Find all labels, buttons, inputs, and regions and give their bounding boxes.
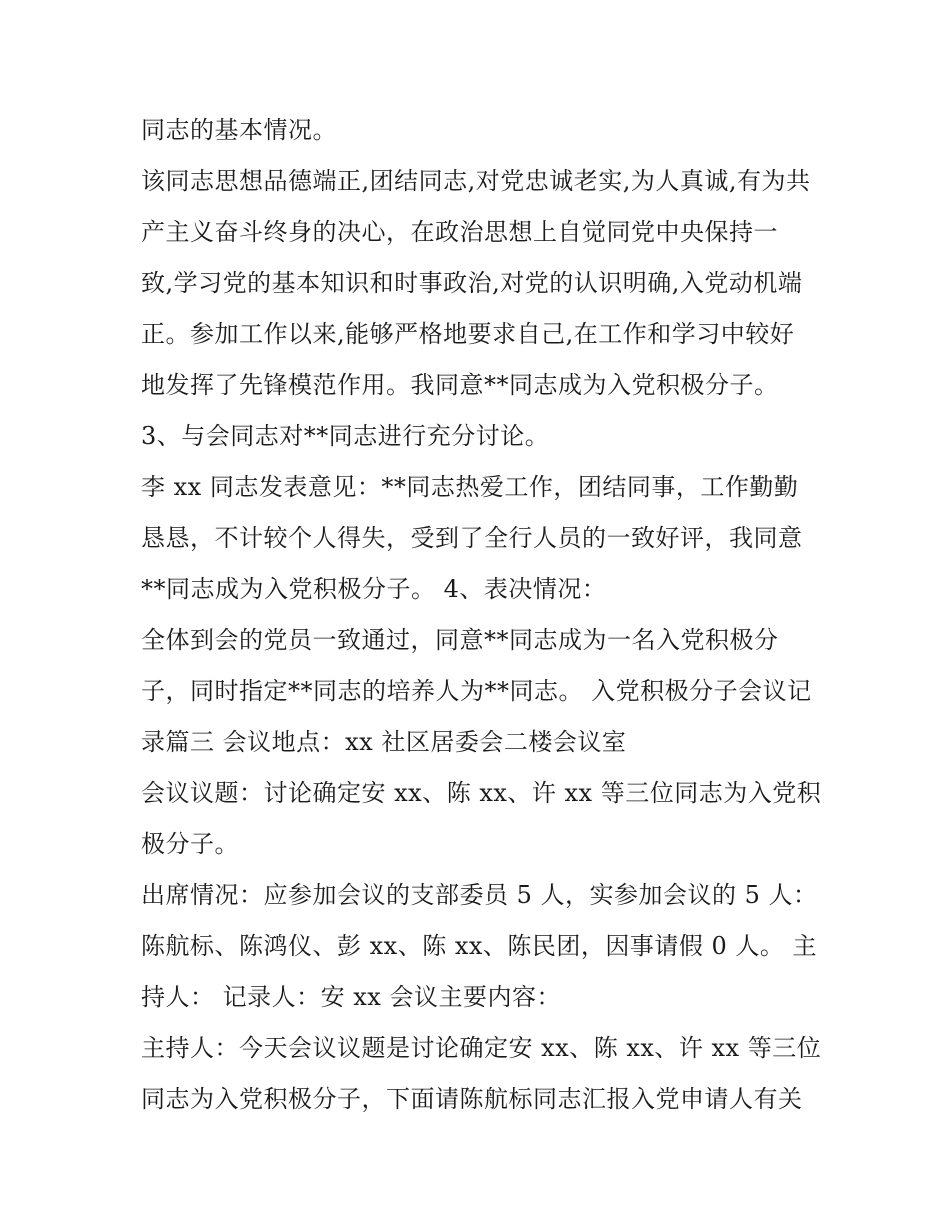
text-line: 主持人：今天会议议题是讨论确定安 xx、陈 xx、许 xx 等三位 (141, 1034, 822, 1062)
text-line: 全体到会的党员一致通过，同意**同志成为一名入党积极分 (141, 626, 779, 654)
text-line: 李 xx 同志发表意见：**同志热爱工作，团结同事，工作勤勤 (141, 473, 799, 501)
text-line: 极分子。 (141, 830, 239, 858)
text-line: 同志为入党积极分子，下面请陈航标同志汇报入党申请人有关 (141, 1085, 803, 1113)
text-line: 恳恳，不计较个人得失，受到了全行人员的一致好评，我同意 (141, 524, 803, 552)
text-line: 正。参加工作以来,能够严格地要求自己,在工作和学习中较好 (141, 320, 795, 348)
text-line: 陈航标、陈鸿仪、彭 xx、陈 xx、陈民团，因事请假 0 人。 主 (141, 932, 818, 960)
text-line: 致,学习党的基本知识和时事政治,对党的认识明确,入党动机端 (141, 269, 803, 297)
text-line: 该同志思想品德端正,团结同志,对党忠诚老实,为人真诚,有为共 (141, 167, 811, 195)
text-line: 产主义奋斗终身的决心，在政治思想上自觉同党中央保持一 (141, 218, 778, 246)
text-line: **同志成为入党积极分子。 4、表决情况： (141, 575, 607, 603)
text-line: 子，同时指定**同志的培养人为**同志。 入党积极分子会议记 (141, 677, 812, 705)
text-line: 会议议题：讨论确定安 xx、陈 xx、许 xx 等三位同志为入党积 (141, 779, 822, 807)
text-line: 持人： 记录人：安 xx 会议主要内容： (141, 983, 561, 1011)
text-line: 地发挥了先锋模范作用。我同意**同志成为入党积极分子。 (141, 371, 779, 399)
text-line: 3、与会同志对**同志进行充分讨论。 (141, 422, 550, 450)
document-body (141, 105, 821, 1125)
text-line: 录篇三 会议地点：xx 社区居委会二楼会议室 (141, 728, 627, 756)
text-line: 出席情况：应参加会议的支部委员 5 人，实参加会议的 5 人： (141, 881, 818, 909)
text-line: 同志的基本情况。 (141, 116, 337, 144)
